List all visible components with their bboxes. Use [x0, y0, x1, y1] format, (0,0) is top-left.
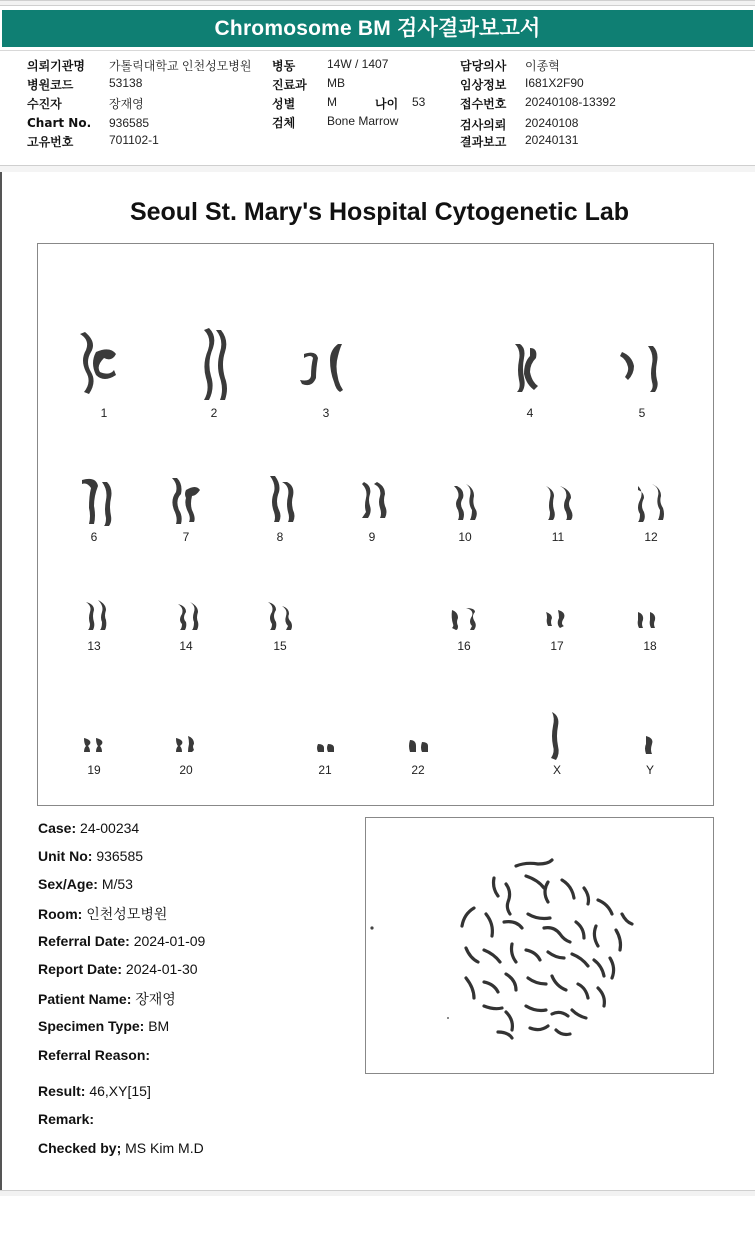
- chromosome-pair-1: [80, 332, 116, 394]
- detail-patient-name: Patient Name: 장재영: [38, 991, 176, 1007]
- info-value-unique-no: 701102-1: [109, 133, 159, 147]
- detail-case: Case: 24-00234: [38, 820, 140, 836]
- info-label-specimen: 검체: [272, 116, 296, 130]
- detail-report-date: Report Date: 2024-01-30: [38, 961, 198, 977]
- chromosome-pair-10: [454, 484, 477, 520]
- top-divider: [0, 0, 755, 6]
- detail-checked-by: Checked by; MS Kim M.D: [38, 1140, 204, 1156]
- info-value-hospital-code: 53138: [109, 76, 143, 90]
- chromosome-pair-4: [515, 344, 538, 392]
- info-label-accession-no: 접수번호: [460, 97, 507, 111]
- detail-remark: Remark:: [38, 1111, 95, 1127]
- report-header: [0, 7, 755, 51]
- lab-title: Seoul St. Mary's Hospital Cytogenetic Lab: [129, 198, 630, 226]
- chromosome-pair-19: [84, 738, 102, 752]
- report-title: Chromosome BM 검사결과보고서: [2, 10, 753, 47]
- chromosome-pair-12: [638, 484, 664, 522]
- info-label-chart-no: Chart No.: [27, 116, 92, 130]
- info-value-patient: 장재영: [109, 97, 144, 111]
- info-value-ward: 14W / 1407: [327, 57, 389, 71]
- info-value-age: 53: [412, 95, 426, 109]
- detail-unit-no: Unit No: 936585: [38, 848, 144, 864]
- metaphase-image: [366, 818, 715, 1075]
- karyogram-image: [38, 244, 715, 807]
- detail-room: Room: 인천성모병원: [38, 906, 168, 922]
- karyogram-panel: 1 2 3 4 5 6 7 8 9 10 11 12 13 14 15 16 17 18 19 20 21 22 X Y: [37, 243, 714, 806]
- chromosome-pair-20: [176, 736, 194, 752]
- chromosome-pair-15: [268, 602, 292, 630]
- info-value-sex: M: [327, 95, 337, 109]
- info-value-specimen: Bone Marrow: [327, 114, 399, 128]
- info-label-age: 나이: [375, 97, 399, 111]
- detail-result: Result: 46,XY[15]: [38, 1083, 151, 1099]
- info-value-chart-no: 936585: [109, 116, 150, 130]
- info-label-department: 진료과: [272, 78, 307, 92]
- info-label-sex: 성별: [272, 97, 296, 111]
- chromosome-pair-2: [204, 328, 227, 400]
- info-label-hospital-code: 병원코드: [27, 78, 74, 92]
- chromosome-pair-9: [362, 482, 387, 518]
- chromosome-y: [645, 736, 652, 754]
- chromosome-pair-7: [172, 478, 200, 524]
- patient-info-table: [0, 55, 755, 165]
- info-value-clinical-info: I681X2F90: [525, 76, 584, 90]
- chromosome-pair-18: [638, 612, 655, 628]
- info-label-patient: 수진자: [27, 97, 62, 111]
- metaphase-panel: [365, 817, 714, 1074]
- chromosome-pair-6: [82, 479, 112, 526]
- info-label-physician: 담당의사: [460, 59, 507, 73]
- info-value-request-date: 20240108: [525, 116, 579, 130]
- chromosome-pair-8: [270, 476, 295, 522]
- info-value-department: MB: [327, 76, 345, 90]
- chromosome-pair-13: [86, 600, 106, 630]
- info-label-unique-no: 고유번호: [27, 135, 74, 149]
- chromosome-pair-22: [409, 740, 428, 752]
- info-label-clinical-info: 임상정보: [460, 78, 507, 92]
- detail-sex-age: Sex/Age: M/53: [38, 876, 133, 892]
- chromosome-pair-11: [546, 486, 573, 520]
- chromosome-pair-17: [546, 610, 564, 628]
- chromosome-pair-5: [620, 346, 658, 392]
- info-label-report-date: 결과보고: [460, 135, 507, 149]
- info-value-physician: 이종혁: [525, 59, 560, 73]
- chromosome-pair-3: [300, 344, 343, 392]
- info-label-institution: 의뢰기관명: [27, 59, 85, 73]
- chromosome-pair-21: [317, 744, 334, 752]
- detail-referral-reason: Referral Reason:: [38, 1047, 151, 1063]
- info-value-report-date: 20240131: [525, 133, 579, 147]
- chromosome-pair-14: [178, 602, 198, 630]
- info-label-ward: 병동: [272, 59, 296, 73]
- detail-referral-date: Referral Date: 2024-01-09: [38, 933, 206, 949]
- info-label-request-date: 검사의뢰: [460, 118, 507, 132]
- info-value-accession-no: 20240108-13392: [525, 95, 616, 109]
- chromosome-pair-16: [452, 608, 476, 630]
- detail-specimen-type: Specimen Type: BM: [38, 1018, 170, 1034]
- bottom-divider: [0, 1190, 755, 1196]
- chromosome-x: [551, 712, 559, 760]
- info-value-institution: 가톨릭대학교 인천성모병원: [109, 59, 252, 73]
